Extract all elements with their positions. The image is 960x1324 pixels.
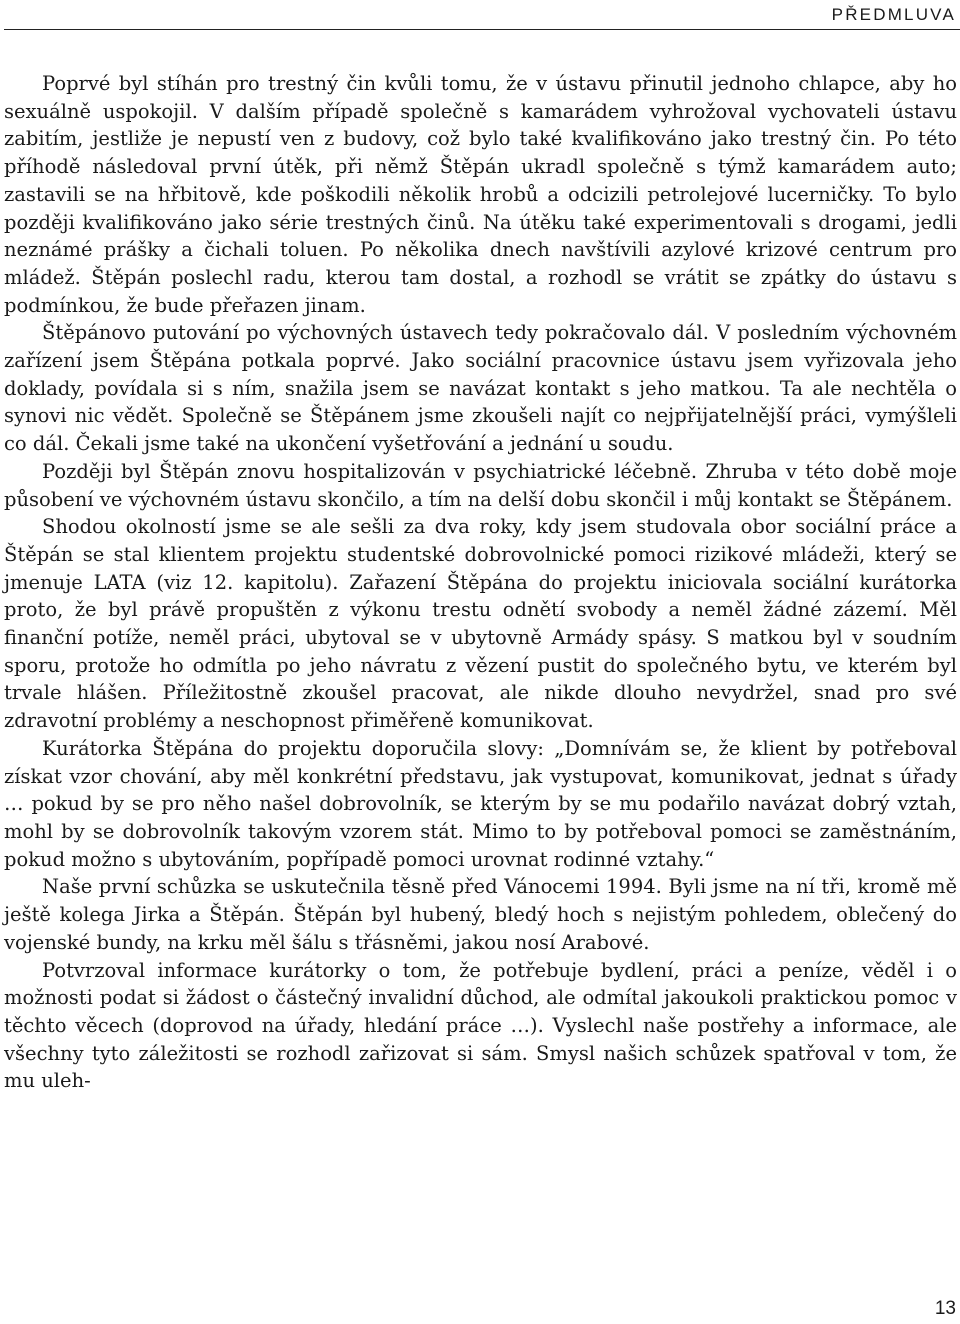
- header-rule: [4, 29, 960, 30]
- paragraph-2: Štěpánovo putování po výchovných ústavech tedy pokračovalo dál. V posledním výchovném zařízení jsem Štěpána potkala poprvé. Jako sociální pracovnice ústavu jsem vyřizovala jeho doklady, povídala si s ním, snažila jsem se navázat kontakt s jeho matkou. Ta ale nechtěla o synovi nic vědět. Společně se Štěpánem jsme zkoušeli najít co nejpřijatelnější práci, vymýšleli co dál. Čekali jsme také na ukončení vyšetřování a jednání u soudu.: [4, 321, 957, 456]
- paragraph-3: Později byl Štěpán znovu hospitalizován v psychiatrické léčebně. Zhruba v této době moje působení ve výchovném ústavu skončilo, a tím na delší dobu skončil i můj kontakt se Štěpánem.: [4, 459, 957, 511]
- running-head: PŘEDMLUVA: [831, 5, 956, 24]
- page-number: 13: [934, 1298, 956, 1319]
- paragraph-7: Potvrzoval informace kurátorky o tom, že potřebuje bydlení, práci a peníze, věděl i o možnosti podat si žádost o částečný invalidní důchod, ale odmítal jakoukoli praktickou pomoc v těchto věcech (doprovod na úřady, hledání práce …). Vyslechl naše postřehy a informace, ale všechny tyto záležitosti se rozhodl zařizovat si sám. Smysl našich schůzek spatřoval v tom, že mu uleh-: [4, 958, 957, 1093]
- paragraph-1: Poprvé byl stíhán pro trestný čin kvůli tomu, že v ústavu přinutil jednoho chlapce, aby ho sexuálně uspokojil. V dalším případě společně s kamarádem vyhrožoval vychovateli ústavu zabitím, jestliže je nepustí ven z budovy, což bylo také kvalifikováno jako trestný čin. Po této příhodě následoval první útěk, při němž Štěpán ukradl společně s týmž kamarádem auto; zastavili se na hřbitově, kde poškodili několik hrobů a odcizili petrolejové lucerničky. To bylo později kvalifikováno jako série trestných činů. Na útěku také experimentovali s drogami, jedli neznámé prášky a čichali toluen. Po několika dnech navštívili azylové krizové centrum pro mládež. Štěpán poslechl radu, kterou tam dostal, a rozhodl se vrátit se zpátky do ústavu s podmínkou, že bude přeřazen jinam.: [4, 72, 957, 317]
- body-text: [4, 70, 957, 1095]
- paragraph-6: Naše první schůzka se uskutečnila těsně před Vánocemi 1994. Byli jsme na ní tři, kromě mě ještě kolega Jirka a Štěpán. Štěpán byl hubený, bledý hoch s nejistým pohledem, oblečený do vojenské bundy, na krku měl šálu s třásněmi, jakou nosí Arabové.: [4, 875, 957, 954]
- paragraph-4: Shodou okolností jsme se ale sešli za dva roky, kdy jsem studovala obor sociální práce a Štěpán se stal klientem projektu studentské dobrovolnické pomoci rizikové mládeži, který se jmenuje LATA (viz 12. kapitolu). Zařazení Štěpána do projektu iniciovala sociální kurátorka proto, že byl právě propuštěn z výkonu trestu odnětí svobody a neměl žádné zázemí. Měl finanční potíže, neměl práci, ubytoval se v ubytovně Armády spásy. S matkou byl v soudním sporu, protože ho odmítla po jeho návratu z vězení pustit do společného bytu, ve kterém byl trvale hlášen. Příležitostně zkoušel pracovat, ale nikde dlouho nevydržel, snad pro své zdravotní problémy a neschopnost přiměřeně komunikovat.: [4, 515, 957, 733]
- paragraph-5: Kurátorka Štěpána do projektu doporučila slovy: „Domnívám se, že klient by potřeboval získat vzor chování, aby měl konkrétní představu, jak vystupovat, komunikovat, jednat s úřady … pokud by se pro něho našel dobrovolník, se kterým by se mu podařilo navázat dobrý vztah, mohl by se dobrovolník takovým vzorem stát. Mimo to by potřeboval pomoci se zaměstnáním, pokud možno s ubytováním, popřípadě pomoci urovnat rodinné vztahy.“: [4, 736, 957, 871]
